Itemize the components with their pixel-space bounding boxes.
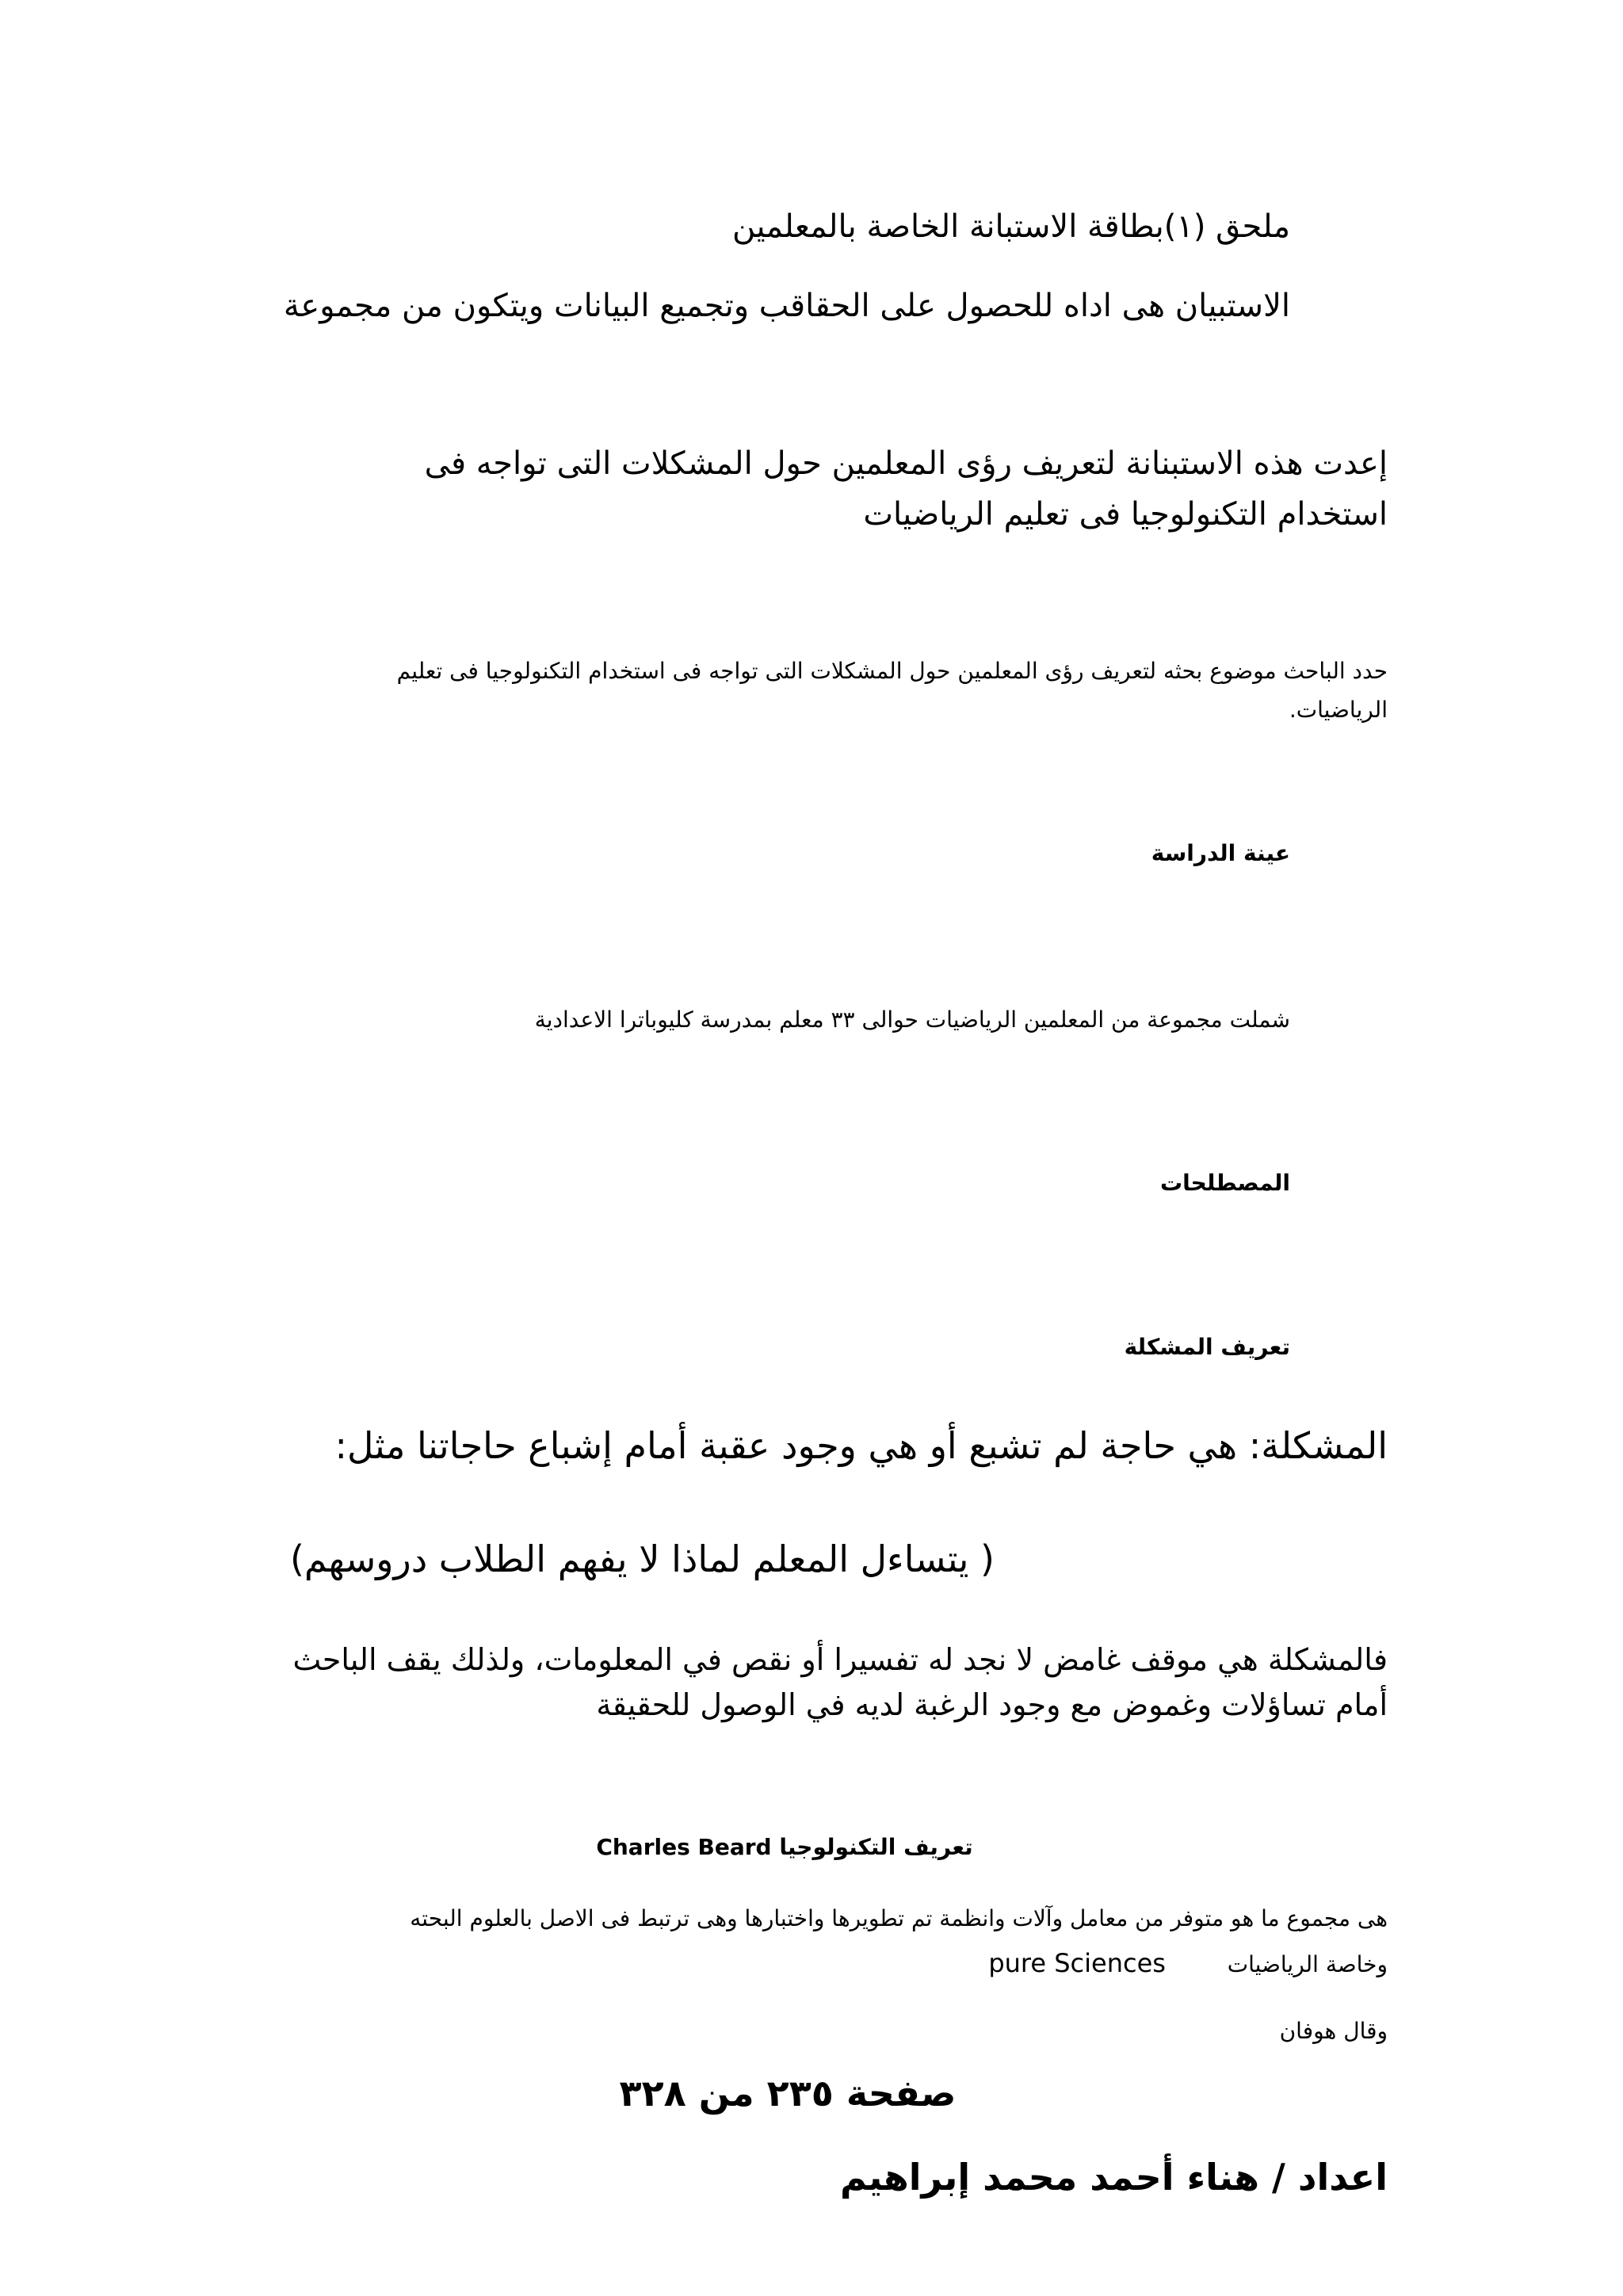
technology-definition-line2 xyxy=(988,1948,1388,1978)
researcher-paragraph: حدد الباحث موضوع بحثه لتعريف رؤى المعلمين حول المشكلات التى تواجه فى استخدام التكنولوجيا فى تعليم الرياضيات. xyxy=(396,658,1388,723)
purpose-paragraph: إعدت هذه الاستبنانة لتعريف رؤى المعلمين حول المشكلات التى تواجه فى استخدام التكنولوجيا فى تعليم الرياضيات xyxy=(424,445,1388,533)
page-number: صفحة ٢٣٥ من ٣٢٨ xyxy=(619,2072,957,2115)
technology-heading-ar: تعريف التكنولوجيا xyxy=(779,1834,973,1860)
hoffman-text: وقال هوفان xyxy=(1279,2018,1388,2044)
problem-heading: تعريف المشكلة xyxy=(1124,1334,1290,1360)
terms-heading: المصطلحات xyxy=(1159,1170,1290,1196)
questionnaire-definition: الاستبيان هى اداه للحصول على الحقاقب وتجميع البيانات ويتكون من مجموعة xyxy=(283,288,1290,324)
sample-heading: عينة الدراسة xyxy=(1151,840,1290,866)
problem-example: ( يتساءل المعلم لماذا لا يفهم الطلاب دروسهم) xyxy=(289,1538,995,1580)
problem-definition: المشكلة: هي حاجة لم تشبع أو هي وجود عقبة أمام إشباع حاجاتنا مثل: xyxy=(334,1424,1388,1467)
author-credit: اعداد / هناء أحمد محمد إبراهيم xyxy=(839,2156,1388,2199)
technology-definition-line1: هى مجموع ما هو متوفر من معامل وآلات وانظمة تم تطويرها واختبارها وهى ترتبط فى الاصل بالعلوم البحته xyxy=(410,1905,1388,1931)
problem-paragraph: فالمشكلة هي موقف غامض لا نجد له تفسيرا أو نقص في المعلومات، ولذلك يقف الباحث أمام تساؤلات وغموض مع وجود الرغبة لديه في الوصول للحقيقة xyxy=(292,1642,1388,1722)
technology-heading xyxy=(586,1834,983,1860)
technology-heading-en: Charles Beard xyxy=(596,1834,772,1860)
appendix-title: ملحق (١)بطاقة الاستبانة الخاصة بالمعلمين xyxy=(732,208,1290,245)
sample-text: شملت مجموعة من المعلمين الرياضيات حوالى ٣٣ معلم بمدرسة كليوباترا الاعدادية xyxy=(534,1007,1290,1033)
pure-sciences-term: pure Sciences xyxy=(988,1948,1166,1978)
technology-definition-math: وخاصة الرياضيات xyxy=(1227,1951,1388,1977)
